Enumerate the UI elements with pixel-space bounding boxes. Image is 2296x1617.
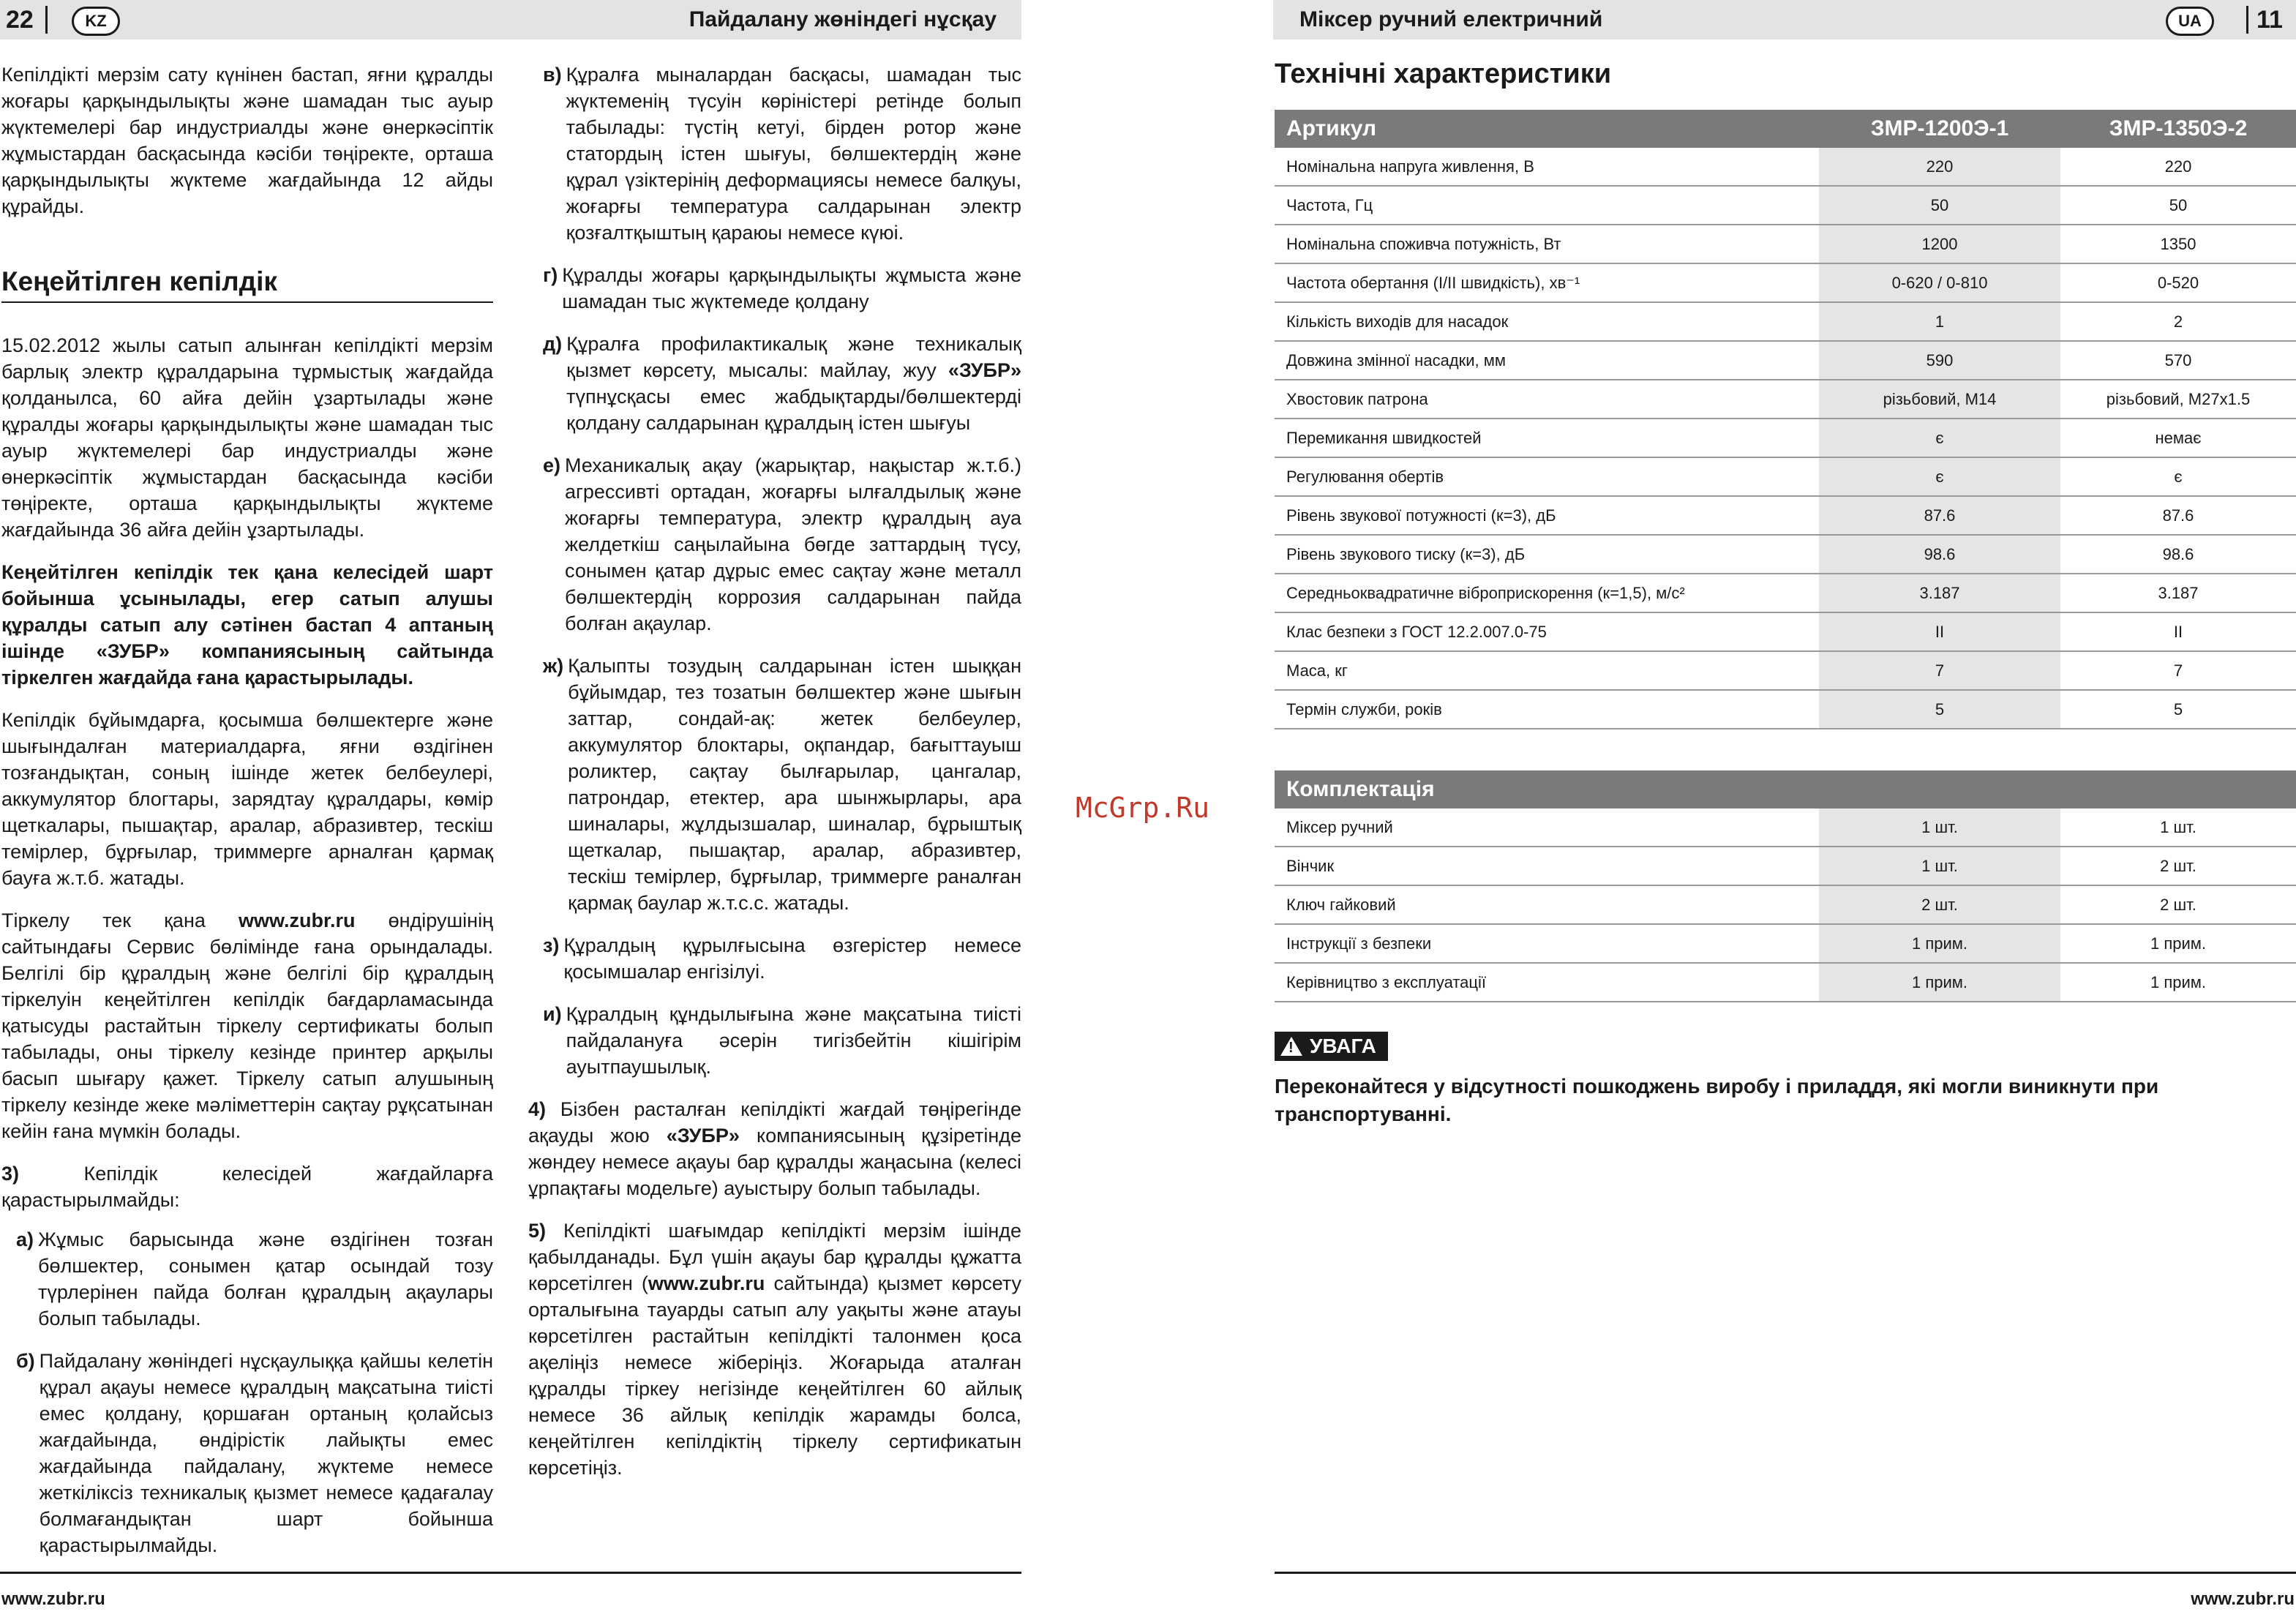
table-row (1275, 847, 2296, 885)
list-text: Құралдың құрылғысына өзгерістер немесе қосымшалар енгізілуі. (563, 934, 1021, 983)
table-row (1275, 263, 2296, 302)
brand-name: «ЗУБР» (666, 1125, 740, 1147)
footer-url[interactable]: www.zubr.ru (1, 1589, 105, 1609)
kit-table (1275, 770, 2296, 1002)
footer-divider (0, 1572, 1021, 1574)
list-marker: а) (16, 1228, 34, 1250)
model-1-value: є (1819, 419, 2060, 457)
parameter-name: Регулювання обертів (1275, 457, 1819, 496)
table-row (1275, 690, 2296, 729)
list-item (543, 262, 1021, 315)
column-header-model-2: ЗМР-1350Э-2 (2060, 110, 2296, 148)
table-row (1275, 963, 2296, 1002)
parameter-name: Довжина змінної насадки, мм (1275, 341, 1819, 380)
model-2-value: 220 (2060, 148, 2296, 186)
model-2-value: є (2060, 457, 2296, 496)
text-column-1 (1, 61, 493, 1575)
list-text: Жұмыс барысында және өздігінен тозған бөлшектер, сонымен қатар осындай тозу түрлерінен пайда болған құралдың ақаулары болып табылады. (38, 1228, 493, 1329)
model-2-value: 87.6 (2060, 496, 2296, 535)
kit-header: Комплектація (1275, 770, 2296, 808)
brand-name: «ЗУБР» (948, 359, 1021, 381)
parameter-name: Рівень звукової потужності (к=3), дБ (1275, 496, 1819, 535)
list-marker: ж) (543, 655, 564, 677)
model-2-value: 570 (2060, 341, 2296, 380)
model-2-value: II (2060, 612, 2296, 651)
model-1-value: 1 (1819, 302, 2060, 341)
list-marker: г) (543, 264, 558, 286)
list-text: Механикалық ақау (жарықтар, нақыстар ж.т.б.) агрессивті ортадан, жоғарғы ылғалдылық және жоғарғы температура, электр құралдың ауа желдеткіш саңылайына бөгде заттардың түсу, сонымен қатар дұрыс емес сақтау және металл бөлшектердің коррозия салдарынан пайда болған ақаулар. (565, 454, 1021, 634)
list-text (566, 331, 1021, 436)
registration-text-pre: Тіркелу тек қана (1, 909, 239, 931)
warning-badge (1275, 1032, 1388, 1061)
warning-label: УВАГА (1310, 1035, 1376, 1057)
model-2-value: 1350 (2060, 225, 2296, 263)
table-row (1275, 574, 2296, 612)
warning-text: Переконайтеся у відсутності пошкоджень виробу і приладдя, які могли виникнути при транспортуванні. (1275, 1075, 2159, 1125)
claims-text-pre: Кепілдікті шағымдар кепілдікті мерзім ішінде қабылданады. Бұл үшін ақауы бар құралды құжатта көрсетілген ( (528, 1220, 1021, 1294)
parameter-name: Термін служби, років (1275, 690, 1819, 729)
warning-triangle-icon (1280, 1037, 1302, 1056)
table-row (1275, 651, 2296, 690)
right-header-bar (1273, 0, 2296, 40)
clause-number: 3) (1, 1163, 20, 1185)
model-1-value: 98.6 (1819, 535, 2060, 574)
model-1-value: 5 (1819, 690, 2060, 729)
list-marker: д) (543, 333, 563, 355)
extended-warranty-paragraph: 15.02.2012 жылы сатып алынған кепілдікті мерзім барлық электр құралдарына тұрмыстық жағдайда қолданылса, 60 айға дейін ұзартылады және құралды жоғары қарқындылықты және шамадан тыс ауыр жүктемелері бар индустриалды және өнеркәсіптік жұмыстардан басқасында кәсіби төңіректе, орташа қарқындылықты жүктеме жағдайында 36 айға дейін ұзартылады. (1, 334, 493, 541)
model-1-value: 2 шт. (1819, 885, 2060, 924)
kit-header-row (1275, 770, 2296, 808)
parameter-name: Середньоквадратичне віброприскорення (к=1,5), м/с² (1275, 574, 1819, 612)
table-row (1275, 885, 2296, 924)
model-1-value: 1 прим. (1819, 924, 2060, 963)
list-marker: и) (543, 1003, 562, 1025)
model-2-value: 1 прим. (2060, 963, 2296, 1002)
model-2-value: 7 (2060, 651, 2296, 690)
page-number: 22 (6, 6, 34, 34)
exclusion-list-2 (528, 61, 1021, 1080)
model-2-value: 1 прим. (2060, 924, 2296, 963)
left-page (0, 0, 1023, 1617)
model-1-value: 1 шт. (1819, 808, 2060, 847)
parameter-name: Номінальна споживча потужність, Вт (1275, 225, 1819, 263)
model-2-value: 50 (2060, 186, 2296, 225)
list-item (16, 1348, 493, 1558)
model-2-value: 98.6 (2060, 535, 2296, 574)
table-row (1275, 808, 2296, 847)
list-text-pre: Құралға профилактикалық және техникалық қызмет көрсету, мысалы: майлау, жуу (566, 333, 1021, 381)
model-1-value: 87.6 (1819, 496, 2060, 535)
warranty-intro: Кепілдікті мерзім сату күнінен бастап, яғни құралды жоғары қарқындылықты және шамадан тыс ауыр жүктемелері бар индустриалды және өнеркәсіптік жұмыстардан басқасында кәсіби төңіректе, орташа қарқындылықты жүктеме жағдайында 12 айды құрайды. (1, 64, 493, 217)
model-2-value: 2 (2060, 302, 2296, 341)
zubr-url-link[interactable]: www.zubr.ru (239, 909, 356, 931)
table-row (1275, 496, 2296, 535)
specs-header-row (1275, 110, 2296, 148)
not-covered-text: Кепілдік келесідей жағдайларға қарастырылмайды: (1, 1163, 493, 1211)
repair-clause (528, 1096, 1021, 1201)
warranty-exclusions-paragraph: Кепілдік бұйымдарға, қосымша бөлшектерге және шығындалған материалдарға, яғни өздігінен тозғандықтан, соның ішінде жетек белбеулері, аккумулятор блогтары, зарядтау құралдары, көмір щеткалары, пышақтар, аралар, абразивтер, тескіш темірлер, бұрғылар, триммерге арналған қармақ бауға ж.т.б. жатады. (1, 709, 493, 889)
list-text: Қалыпты тозудың салдарынан істен шыққан бұйымдар, тез тозатын бөлшектер және шығын заттар, сондай-ақ: жетек белбеулер, аккумулятор блоктары, оқпандар, бағыттауыш роликтер, сақтау былғарылар, цангалар, патрондар, етектер, ара шынжырлары, ара шиналары, жұлдызшалар, шиналар, бұрыштық щеткалар, пышақтар, аралар, абразивтер, тескіш темірлер, бұрғылар, триммерге раналған қармақ баулар ж.т.с.с. жатады. (568, 655, 1021, 914)
table-row (1275, 148, 2296, 186)
clause-number: 5) (528, 1220, 547, 1242)
list-text: Құралдың құндылығына және мақсатына тиісті пайдалануға әсерін тигізбейтін кішігірім ауытпаушылық. (566, 1003, 1021, 1078)
parameter-name: Міксер ручний (1275, 808, 1819, 847)
exclusion-list-1 (1, 1226, 493, 1558)
header-title: Міксер ручний електричний (1299, 7, 1603, 31)
list-text: Пайдалану жөніндегі нұсқаулыққа қайшы келетін құрал ақауы немесе құралдың мақсатына тиісті емес қолдану, қоршаған ортаның қолайсыз жағдайында, өндірістік лайықты емес жағдайында пайдалану, жүктеме немесе жеткіліксіз техникалық қызмет немесе қадағалау болмағандықтан шарт бойынша қарастырылмайды. (39, 1350, 493, 1556)
repair-text-post: компаниясының құзіретінде жөндеу немесе ақауы бар құралды жаңасына (келесі ұрпақтағы модельге) ауыстыру болып табылады. (528, 1125, 1022, 1199)
specs-table (1275, 110, 2296, 729)
left-header-bar (0, 0, 1021, 40)
page-number: 11 (2256, 6, 2283, 34)
column-header-model-1: ЗМР-1200Э-1 (1819, 110, 2060, 148)
model-1-value: є (1819, 457, 2060, 496)
model-2-value: різьбовий, М27х1.5 (2060, 380, 2296, 419)
parameter-name: Вінчик (1275, 847, 1819, 885)
table-row (1275, 419, 2296, 457)
table-row (1275, 380, 2296, 419)
text-column-2 (528, 61, 1021, 1497)
model-1-value: 3.187 (1819, 574, 2060, 612)
model-1-value: 1 шт. (1819, 847, 2060, 885)
parameter-name: Частота обертання (I/II швидкість), хв⁻¹ (1275, 263, 1819, 302)
list-item (543, 932, 1021, 985)
footer-url[interactable]: www.zubr.ru (2191, 1589, 2295, 1609)
claims-text-post: сайтында) қызмет көрсету орталығына тауарды сатып алу уақыты және атауы көрсетілген растайтын кепілдікті талонмен қоса ақеліңіз немесе жіберіңіз. Жоғарыда аталған құралды тіркеу негізінде кеңейтілген 60 айлық немесе 36 айлық кепілдік жарамды болса, кеңейтілген кепілдіктің тіркелу сертификатын көрсетіңіз. (528, 1272, 1021, 1479)
specs-title: Технічні характеристики (1275, 59, 1612, 89)
table-row (1275, 535, 2296, 574)
not-covered-intro (1, 1160, 493, 1213)
model-1-value: 7 (1819, 651, 2060, 690)
registration-text-post: өндірушінің сайтындағы Сервис бөлімінде ғана орындалады. Белгілі бір құралдың және белгілі бір құралдың тіркелуін кеңейтілген кепілдік бағдарламасында қатысуды растайтын тіркелу сертификаты болып табылады, оны тіркелу кезінде принтер арқылы басып шығару қажет. Тіркелу сатып алушының тіркелу кезінде жеке мәліметтерін сақтау рұқсатынан кейін ғана мүмкін болады. (1, 909, 494, 1142)
table-row (1275, 225, 2296, 263)
list-item (543, 653, 1021, 916)
watermark: McGrp.Ru (1076, 792, 1210, 824)
list-marker: з) (543, 934, 560, 956)
parameter-name: Маса, кг (1275, 651, 1819, 690)
column-header-article: Артикул (1275, 110, 1819, 148)
language-badge: KZ (72, 7, 120, 36)
language-badge: UA (2166, 7, 2214, 36)
model-1-value: 590 (1819, 341, 2060, 380)
registration-paragraph (1, 907, 493, 1144)
list-marker: в) (543, 64, 562, 86)
model-2-value: 1 шт. (2060, 808, 2296, 847)
claims-clause (528, 1218, 1021, 1481)
table-row (1275, 302, 2296, 341)
list-item (543, 61, 1021, 246)
list-marker: е) (543, 454, 561, 476)
parameter-name: Ключ гайковий (1275, 885, 1819, 924)
section-title: Кеңейтілген кепілдік (1, 266, 493, 303)
table-row (1275, 924, 2296, 963)
model-1-value: II (1819, 612, 2060, 651)
table-row (1275, 341, 2296, 380)
model-2-value: 0-520 (2060, 263, 2296, 302)
list-item (543, 1001, 1021, 1080)
footer-divider (1275, 1572, 2296, 1574)
model-2-value: немає (2060, 419, 2296, 457)
repair-text-pre: Бізбен расталған кепілдікті жағдай төңірегінде ақауды жою (528, 1098, 1021, 1147)
table-row (1275, 612, 2296, 651)
right-page (1273, 0, 2296, 1617)
model-1-value: 50 (1819, 186, 2060, 225)
list-text: Құралға мыналардан басқасы, шамадан тыс жүктеменің түсуін көріністері ретінде болып табылады: түстің кетуі, бірден ротор және статордың істен шығуы, бөлшектердің және құрал үзіктерінің деформациясы немесе балқуы, жоғарғы температура салдарынан электр қозғалтқыштың қараюы немесе күюі. (566, 64, 1021, 244)
list-item (543, 452, 1021, 637)
table-row (1275, 457, 2296, 496)
model-1-value: 1 прим. (1819, 963, 2060, 1002)
model-2-value: 2 шт. (2060, 847, 2296, 885)
model-1-value: 220 (1819, 148, 2060, 186)
model-2-value: 5 (2060, 690, 2296, 729)
model-2-value: 3.187 (2060, 574, 2296, 612)
model-1-value: різьбовий, М14 (1819, 380, 2060, 419)
clause-number: 4) (528, 1098, 547, 1120)
header-separator (45, 6, 48, 34)
parameter-name: Клас безпеки з ГОСТ 12.2.007.0-75 (1275, 612, 1819, 651)
parameter-name: Номінальна напруга живлення, В (1275, 148, 1819, 186)
header-title: Пайдалану жөніндегі нұсқау (689, 7, 997, 31)
zubr-url-link[interactable]: www.zubr.ru (648, 1272, 765, 1294)
list-item (543, 331, 1021, 436)
parameter-name: Частота, Гц (1275, 186, 1819, 225)
list-marker: б) (16, 1350, 35, 1372)
list-item (16, 1226, 493, 1332)
list-text: Құралды жоғары қарқындылықты жұмыста және шамадан тыс жүктемеде қолдану (562, 264, 1021, 312)
warning-glyph: ! (1288, 1040, 1294, 1056)
extended-warranty-condition: Кеңейтілген кепілдік тек қана келесідей шарт бойынша ұсынылады, егер сатып алушы құралды сатып алу сәтінен бастап 4 аптаның ішінде «ЗУБР» компаниясының сайтында тіркелген жағдайда ғана қарастырылады. (1, 561, 493, 689)
parameter-name: Кількість виходів для насадок (1275, 302, 1819, 341)
model-2-value: 2 шт. (2060, 885, 2296, 924)
table-row (1275, 186, 2296, 225)
parameter-name: Керівництво з експлуатації (1275, 963, 1819, 1002)
model-1-value: 1200 (1819, 225, 2060, 263)
parameter-name: Хвостовик патрона (1275, 380, 1819, 419)
list-text-post: түпнұсқасы емес жабдықтарды/бөлшектерді қолдану салдарынан құралдың істен шығуы (566, 386, 1021, 434)
parameter-name: Перемикання швидкостей (1275, 419, 1819, 457)
parameter-name: Рівень звукового тиску (к=3), дБ (1275, 535, 1819, 574)
header-separator (2246, 6, 2248, 34)
parameter-name: Інструкції з безпеки (1275, 924, 1819, 963)
model-1-value: 0-620 / 0-810 (1819, 263, 2060, 302)
